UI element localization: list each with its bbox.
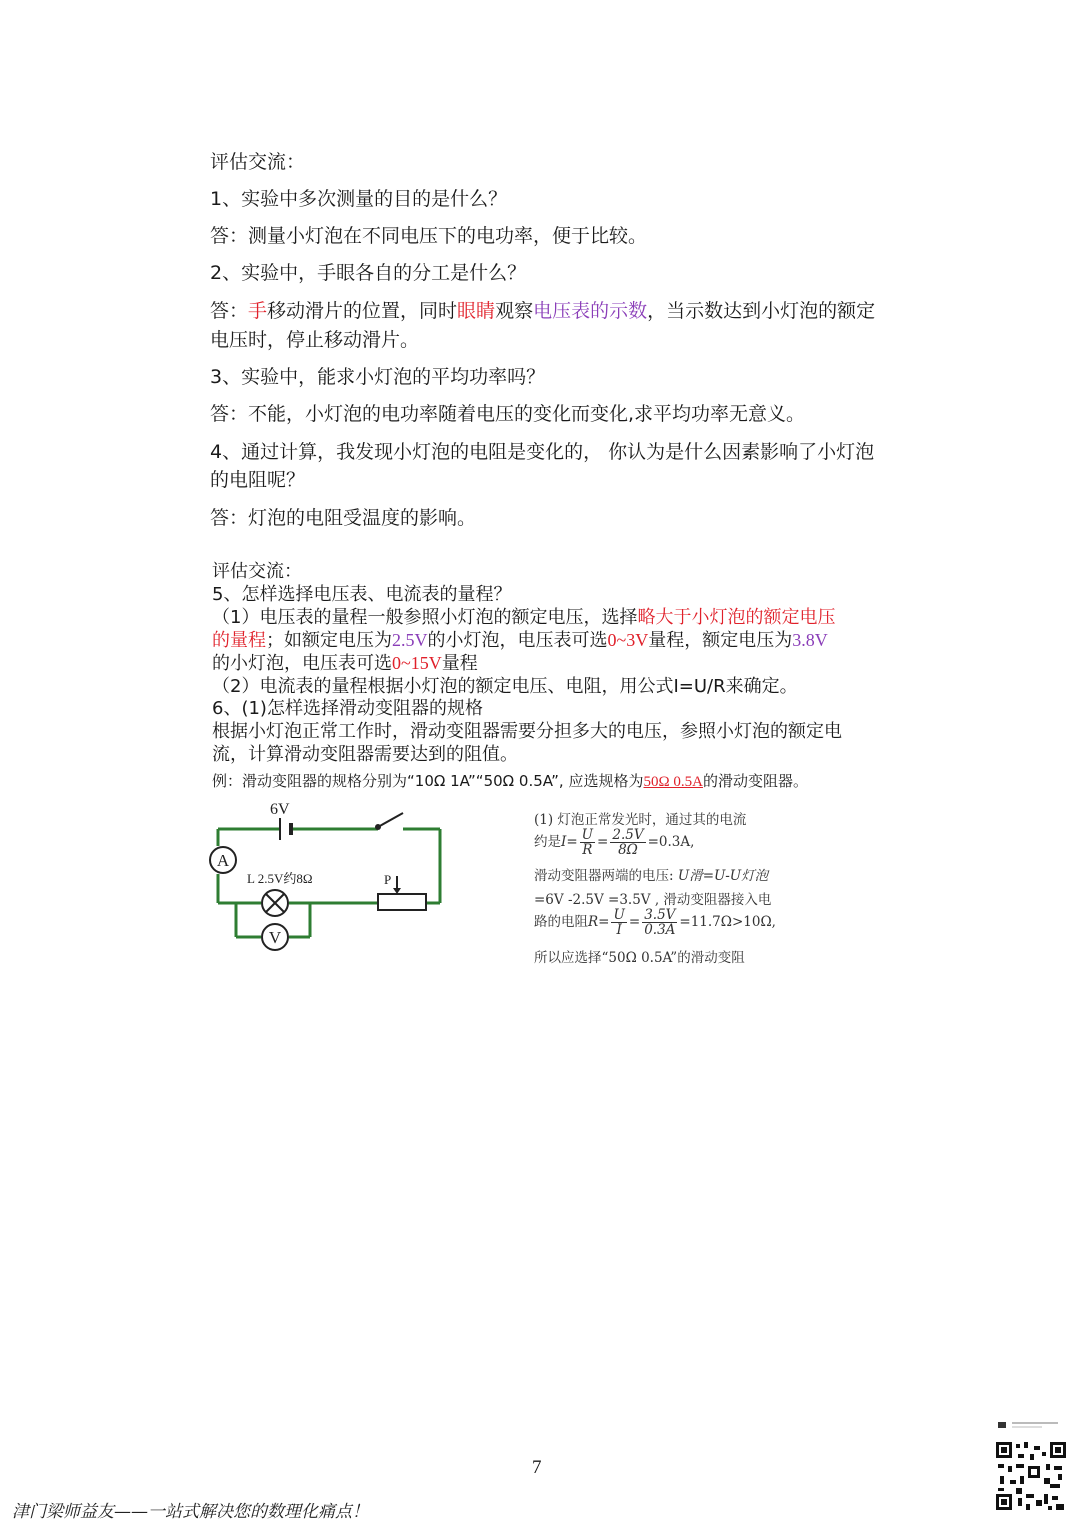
value-3-8v: 3.8V	[792, 630, 828, 650]
example-text: 例：滑动变阻器的规格分别为“10Ω 1A”“50Ω 0.5A”, 应选规格为	[212, 772, 644, 790]
fraction-u-over-i	[611, 908, 626, 937]
question-5: 5、怎样选择电压表、电流表的量程？	[212, 584, 512, 605]
solution-line3	[534, 864, 768, 884]
value-0-3v: 0~3V	[607, 630, 649, 650]
solution-text: =11.7Ω>10Ω,	[679, 914, 776, 930]
solution-line6: 所以应选择“50Ω 0.5A”的滑动变阻	[534, 950, 745, 966]
answer-text: 移动滑片的位置，同时	[267, 300, 458, 322]
answer-text: ，当示数达到小灯泡的额定	[647, 300, 876, 322]
question-4-line1: 4、通过计算，我发现小灯泡的电阻是变化的， 你认为是什么因素影响了小灯泡	[210, 441, 875, 463]
paragraph-3-line1: 根据小灯泡正常工作时，滑动变阻器需要分担多大的电压，参照小灯泡的额定电	[212, 721, 842, 742]
lamp-symbol	[262, 890, 288, 916]
example-line	[212, 770, 808, 794]
voltmeter-label: V	[268, 928, 282, 947]
paragraph-2: （2）电流表的量程根据小灯泡的额定电压、电阻，用公式I=U/R来确定。	[212, 676, 798, 697]
answer-text: 观察	[495, 300, 534, 322]
paragraph-text: ；如额定电压为	[266, 630, 392, 651]
highlight-eyes: 眼睛	[457, 300, 496, 322]
question-3: 3、实验中，能求小灯泡的平均功率吗？	[210, 366, 546, 388]
lamp-label: L 2.5V约8Ω	[247, 871, 313, 886]
solution-line5: 路的电阻R= $\frac{U}{I}$ = $\frac{3.5V}{0.3A}$ =11.7Ω>10Ω,	[534, 907, 776, 938]
example-text: 的滑动变阻器。	[702, 772, 808, 790]
fraction-u-over-r	[580, 828, 595, 857]
solution-text: 约是	[534, 834, 561, 850]
solution-var: R	[588, 914, 599, 930]
question-6: 6、(1)怎样选择滑动变阻器的规格	[212, 698, 483, 719]
paragraph-text: 的小灯泡，电压表可选	[212, 653, 392, 674]
paragraph-1-line1	[212, 606, 835, 629]
section2-heading: 评估交流：	[212, 561, 302, 582]
answer-4: 答：灯泡的电阻受温度的影响。	[210, 507, 477, 529]
paragraph-text: 量程，额定电压为	[648, 630, 793, 651]
highlight-voltmeter-reading: 电压表的示数	[533, 300, 648, 322]
footer-slogan: 津门梁师益友——一站式解决您的数理化痛点！	[12, 1502, 369, 1522]
solution-expression: U滑=U-U灯泡	[677, 868, 769, 884]
fraction-values-2	[642, 908, 677, 937]
solution-line2: 约是I= $\frac{U}{R}$ = $\frac{2.5V}{8\Omega}$ =0.3A,	[534, 827, 695, 858]
solution-text: 路的电阻	[534, 914, 588, 930]
highlight-answer-spec: 50Ω 0.5A	[643, 774, 703, 790]
fraction-den: I	[616, 922, 622, 938]
fraction-num: 2.5V	[612, 827, 644, 843]
fraction-num: 3.5V	[644, 907, 676, 923]
section1-heading: 评估交流：	[210, 151, 306, 173]
question-1: 1、实验中多次测量的目的是什么？	[210, 188, 508, 210]
value-0-15v: 0~15V	[392, 653, 442, 673]
value-2-5v: 2.5V	[392, 630, 428, 650]
highlight-range: 略大于小灯泡的额定电压	[637, 607, 836, 628]
paragraph-3-line2: 流，计算滑动变阻器需要达到的阻值。	[212, 744, 518, 765]
fraction-den: R	[582, 842, 593, 858]
paragraph-text: 量程	[441, 653, 478, 674]
page-number: 7	[532, 1457, 542, 1478]
fraction-den: 8Ω	[618, 842, 638, 858]
answer-prefix: 答：	[210, 300, 249, 322]
highlight-hand: 手	[248, 300, 268, 322]
answer-1: 答：测量小灯泡在不同电压下的电功率，便于比较。	[210, 225, 648, 247]
paragraph-1-line3	[212, 652, 478, 675]
answer-2-line2: 电压时，停止移动滑片。	[210, 329, 420, 351]
question-4-line2: 的电阻呢？	[210, 469, 306, 491]
battery-label: 6V	[270, 801, 290, 818]
fraction-num: U	[613, 907, 625, 923]
fraction-den: 0.3A	[644, 922, 676, 938]
voltmeter-symbol	[262, 924, 288, 950]
fraction-num: U	[581, 827, 594, 843]
solution-var: I	[561, 834, 567, 850]
slider-label: P	[384, 872, 392, 887]
highlight-range-end: 的量程	[212, 630, 266, 651]
solution-line1: (1) 灯泡正常发光时，通过其的电流	[534, 812, 747, 828]
answer-2-line1	[210, 297, 875, 326]
answer-3: 答：不能，小灯泡的电功率随着电压的变化而变化,求平均功率无意义。	[210, 403, 806, 425]
paragraph-text: （1）电压表的量程一般参照小灯泡的额定电压，选择	[212, 607, 638, 628]
circuit-diagram	[200, 796, 460, 956]
fraction-values	[610, 828, 645, 857]
question-2: 2、实验中，手眼各自的分工是什么？	[210, 262, 527, 284]
paragraph-1-line2	[212, 629, 828, 652]
paragraph-text: 的小灯泡，电压表可选	[427, 630, 608, 651]
solution-text: 滑动变阻器两端的电压:	[534, 868, 674, 884]
switch-symbol	[375, 813, 403, 830]
battery-symbol	[280, 818, 291, 840]
solution-line4: =6V -2.5V =3.5V , 滑动变阻器接入电	[534, 892, 772, 908]
solution-text: =0.3A,	[647, 834, 695, 850]
ammeter-symbol	[210, 847, 236, 873]
ammeter-label: A	[216, 851, 230, 870]
qr-code-icon	[992, 1418, 1072, 1514]
